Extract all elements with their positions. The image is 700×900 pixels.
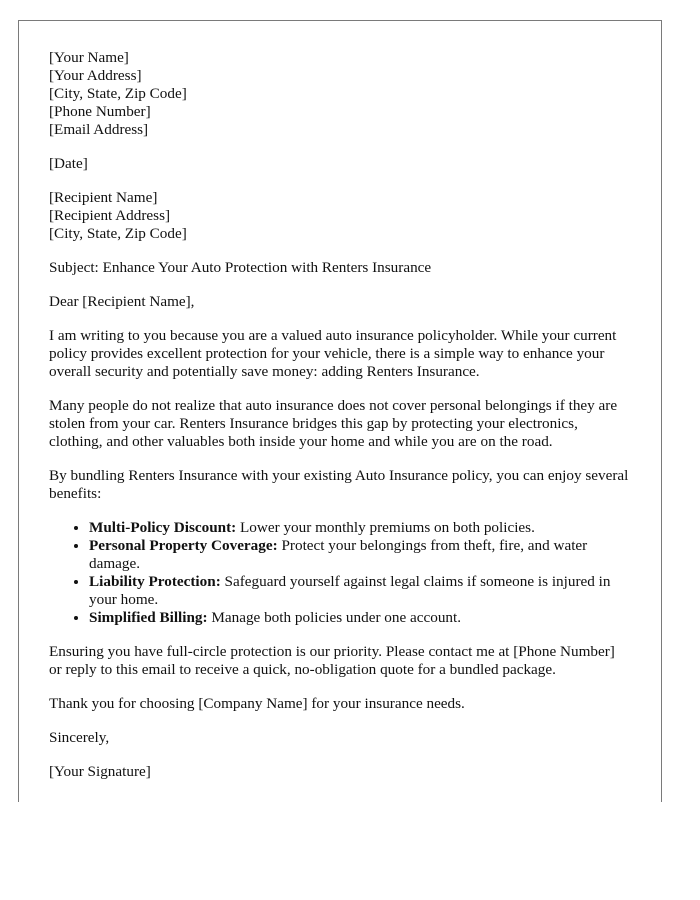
sign-off: Sincerely, (49, 729, 110, 746)
sender-block (49, 49, 631, 139)
letter-date: [Date] (49, 155, 88, 172)
benefit-label: Simplified Billing: (89, 609, 208, 626)
date-block (49, 155, 631, 173)
salutation: Dear [Recipient Name], (49, 293, 195, 310)
signature: [Your Signature] (49, 763, 151, 780)
benefit-text: Manage both policies under one account. (207, 609, 462, 626)
sender-email: [Email Address] (49, 121, 149, 138)
benefit-text: Protect your belongings from theft, fire, and water damage. (89, 537, 588, 572)
closing-paragraph-2: Thank you for choosing [Company Name] for your insurance needs. (49, 695, 465, 712)
benefits-list (49, 519, 631, 627)
sender-name: [Your Name] (49, 49, 129, 66)
sender-phone: [Phone Number] (49, 103, 151, 120)
letter-page (18, 20, 662, 802)
benefit-item-liability-protection (89, 573, 631, 609)
benefit-text: Lower your monthly premiums on both policies. (236, 519, 535, 536)
recipient-name: [Recipient Name] (49, 189, 158, 206)
subject-line: Subject: Enhance Your Auto Protection with Renters Insurance (49, 259, 432, 276)
benefit-item-personal-property-coverage (89, 537, 631, 573)
body-paragraph-1: I am writing to you because you are a valued auto insurance policyholder. While your current policy provides excellent protection for your vehicle, there is a simple way to enhance your overall security and potentially save money: adding Renters Insurance. (49, 327, 617, 380)
sender-city-state-zip: [City, State, Zip Code] (49, 85, 187, 102)
benefit-label: Multi-Policy Discount: (89, 519, 237, 536)
benefit-text: Safeguard yourself against legal claims if someone is injured in your home. (89, 573, 611, 608)
body-paragraph-2: Many people do not realize that auto insurance does not cover personal belongings if they are stolen from your car. Renters Insurance bridges this gap by protecting your electronics, clothing, and other valuables both inside your home and while you are on the road. (49, 397, 618, 450)
recipient-city-state-zip: [City, State, Zip Code] (49, 225, 187, 242)
closing-paragraph-1: Ensuring you have full-circle protection is our priority. Please contact me at [Phone Number] or reply to this email to receive a quick, no-obligation quote for a bundled package. (49, 643, 615, 678)
recipient-address: [Recipient Address] (49, 207, 171, 224)
benefit-label: Personal Property Coverage: (89, 537, 278, 554)
benefit-item-simplified-billing (89, 609, 631, 627)
benefit-label: Liability Protection: (89, 573, 221, 590)
recipient-block (49, 189, 631, 243)
benefit-item-multi-policy-discount (89, 519, 631, 537)
sender-address: [Your Address] (49, 67, 142, 84)
body-paragraph-3: By bundling Renters Insurance with your existing Auto Insurance policy, you can enjoy several benefits: (49, 467, 629, 502)
